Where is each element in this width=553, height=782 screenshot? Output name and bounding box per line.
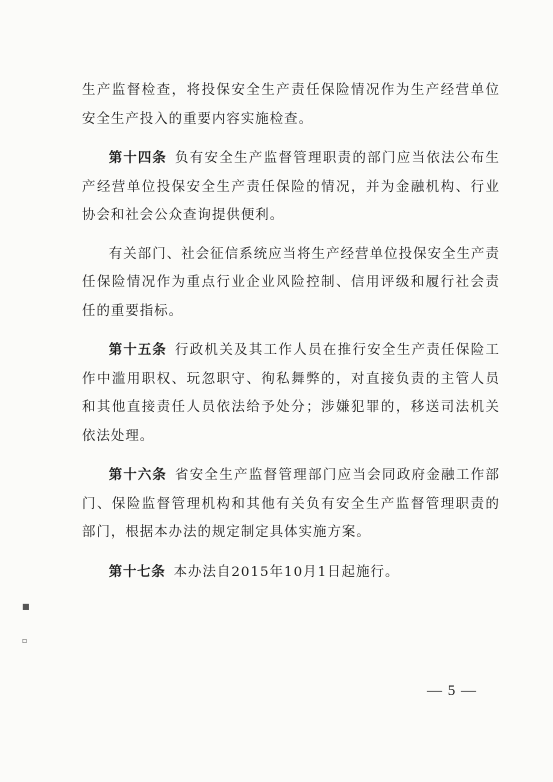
paragraph-1-text: 生产监督检查，将投保安全生产责任保险情况作为生产经营单位安全生产投入的重要内容实施检查。: [82, 83, 500, 127]
article-16: [82, 461, 500, 548]
article-17-heading: 第十七条: [108, 563, 166, 580]
article-15: [82, 336, 500, 451]
page-number: — 5 —: [427, 683, 477, 699]
article-14-heading: 第十四条: [108, 150, 167, 166]
paragraph-1: [82, 77, 500, 134]
article-15-text: 行政机关及其工作人员在推行安全生产责任保险工作中滥用职权、玩忽职守、徇私舞弊的，对直接负责的主管人员和其他直接责任人员依法给予处分；涉嫌犯罪的，移送司法机关依法处理。: [82, 343, 500, 444]
binding-hole-mark: ▫: [22, 636, 28, 645]
body-text: [82, 77, 500, 597]
binding-hole-mark: ■: [22, 602, 30, 611]
paragraph-3-text: 有关部门、社会征信系统应当将生产经营单位投保安全生产责任保险情况作为重点行业企业风险控制、信用评级和履行社会责任的重要指标。: [82, 246, 500, 319]
article-17: [82, 558, 500, 588]
article-16-text: 省安全生产监督管理部门应当会同政府金融工作部门、保险监督管理机构和其他有关负有安全生产监督管理职责的部门，根据本办法的规定制定具体实施方案。: [82, 468, 500, 540]
paragraph-3: [82, 241, 500, 327]
article-14-text: 负有安全生产监督管理职责的部门应当依法公布生产经营单位投保安全生产责任保险的情况，并为金融机构、行业协会和社会公众查询提供便利。: [82, 151, 500, 223]
article-15-heading: 第十五条: [108, 342, 167, 358]
article-14: [82, 144, 500, 231]
article-17-text: 本办法自2015年10月1日起施行。: [173, 564, 400, 580]
article-16-heading: 第十六条: [108, 467, 167, 483]
